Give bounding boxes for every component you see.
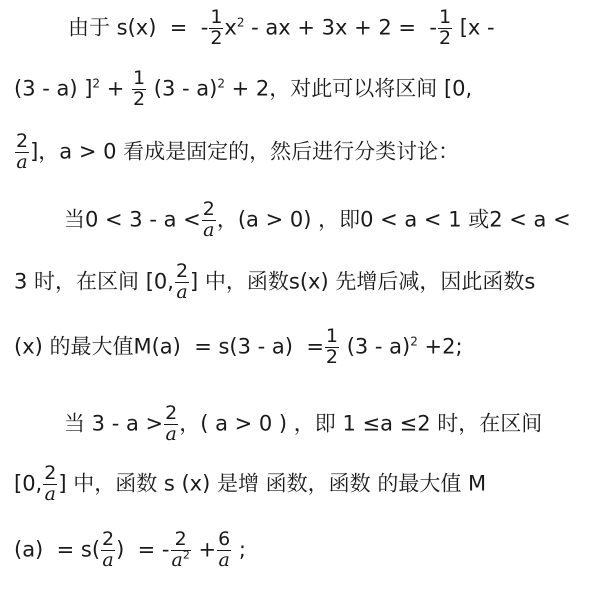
fraction bbox=[171, 530, 191, 571]
fraction-numerator: 1 bbox=[133, 67, 146, 89]
fraction-denominator bbox=[171, 548, 191, 571]
fraction-numerator: 1 bbox=[325, 325, 339, 347]
superscript: 2 bbox=[217, 76, 225, 91]
fraction bbox=[132, 69, 146, 110]
text-line-3 bbox=[14, 132, 459, 173]
text-segment: (3 - a) ] bbox=[14, 76, 93, 101]
text-segment: ]，a > 0 看成是固定的，然后进行分类讨论： bbox=[30, 139, 460, 164]
text-segment: 当0 < 3 - a < bbox=[64, 207, 201, 232]
fraction bbox=[175, 262, 189, 303]
text-segment: +2; bbox=[417, 334, 463, 359]
text-segment: + bbox=[191, 537, 217, 562]
fraction-numerator: 2 bbox=[202, 198, 215, 220]
text-line-4 bbox=[64, 200, 571, 241]
text-segment: - ax + 3x + 2 = - bbox=[244, 15, 437, 40]
text-segment: ，(a > 0) ，即0 < a < 1 或2 < a < bbox=[216, 207, 571, 232]
text-segment: 当 3 - a > bbox=[64, 411, 164, 436]
denominator-base: a bbox=[171, 548, 183, 571]
fraction-denominator: 2 bbox=[210, 26, 223, 49]
text-line-1 bbox=[68, 8, 495, 49]
fraction-numerator: 2 bbox=[44, 462, 57, 484]
superscript: 2 bbox=[92, 76, 101, 91]
text-segment: ，( a > 0 ) ，即 1 ≤a ≤2 时，在区间 bbox=[179, 411, 543, 436]
fraction-denominator: 2 bbox=[133, 87, 146, 110]
text-segment: ] 中，函数 s (x) 是增 函数，函数 的最大值 M bbox=[58, 471, 487, 496]
text-segment: [x - bbox=[453, 15, 495, 40]
fraction-numerator: 2 bbox=[16, 130, 29, 152]
fraction-denominator: a bbox=[218, 548, 230, 571]
fraction bbox=[325, 327, 339, 368]
text-line-8 bbox=[14, 464, 486, 505]
text-segment: (3 - a) bbox=[340, 334, 411, 359]
text-segment: ; bbox=[232, 537, 246, 562]
text-segment: ) = - bbox=[116, 537, 170, 562]
fraction bbox=[209, 8, 223, 49]
text-segment: [0, bbox=[14, 471, 43, 496]
superscript: 2 bbox=[182, 548, 190, 562]
text-segment: + 2，对此可以将区间 [0, bbox=[224, 76, 473, 101]
fraction bbox=[438, 8, 452, 49]
superscript: 2 bbox=[410, 334, 418, 349]
text-segment: (3 - a) bbox=[147, 76, 218, 101]
fraction-denominator: 2 bbox=[325, 345, 339, 368]
fraction-numerator: 6 bbox=[218, 528, 231, 550]
fraction-denominator: a bbox=[44, 482, 56, 505]
text-line-9 bbox=[14, 530, 246, 571]
fraction bbox=[43, 464, 57, 505]
text-line-7 bbox=[64, 404, 542, 445]
fraction-denominator: a bbox=[16, 150, 28, 173]
fraction bbox=[202, 200, 216, 241]
fraction-denominator: a bbox=[165, 422, 177, 445]
text-line-6 bbox=[14, 327, 463, 368]
text-segment: ] 中，函数s(x) 先增后减，因此函数s bbox=[190, 269, 536, 294]
text-segment: (x) 的最大值M(a) = s(3 - a) = bbox=[14, 334, 324, 359]
fraction-numerator: 1 bbox=[210, 6, 223, 28]
text-segment: 由于 s(x) = - bbox=[68, 15, 209, 40]
fraction-numerator: 2 bbox=[165, 402, 178, 424]
fraction-denominator: a bbox=[176, 280, 188, 303]
text-segment: + bbox=[100, 76, 132, 101]
text-segment: x bbox=[224, 15, 237, 40]
fraction bbox=[217, 530, 231, 571]
fraction bbox=[164, 404, 178, 445]
fraction-denominator: a bbox=[102, 548, 114, 571]
fraction-numerator: 2 bbox=[174, 528, 187, 550]
fraction-denominator: a bbox=[203, 218, 215, 241]
text-line-5 bbox=[14, 262, 535, 303]
text-segment: 3 时，在区间 [0, bbox=[14, 269, 174, 294]
fraction-numerator: 2 bbox=[102, 528, 115, 550]
fraction-numerator: 1 bbox=[438, 6, 452, 28]
text-line-2 bbox=[14, 69, 472, 110]
fraction-denominator: 2 bbox=[438, 26, 452, 49]
fraction bbox=[101, 530, 115, 571]
fraction bbox=[15, 132, 29, 173]
fraction-numerator: 2 bbox=[175, 260, 189, 282]
superscript: 2 bbox=[236, 15, 245, 30]
text-segment: (a) = s( bbox=[14, 537, 101, 562]
